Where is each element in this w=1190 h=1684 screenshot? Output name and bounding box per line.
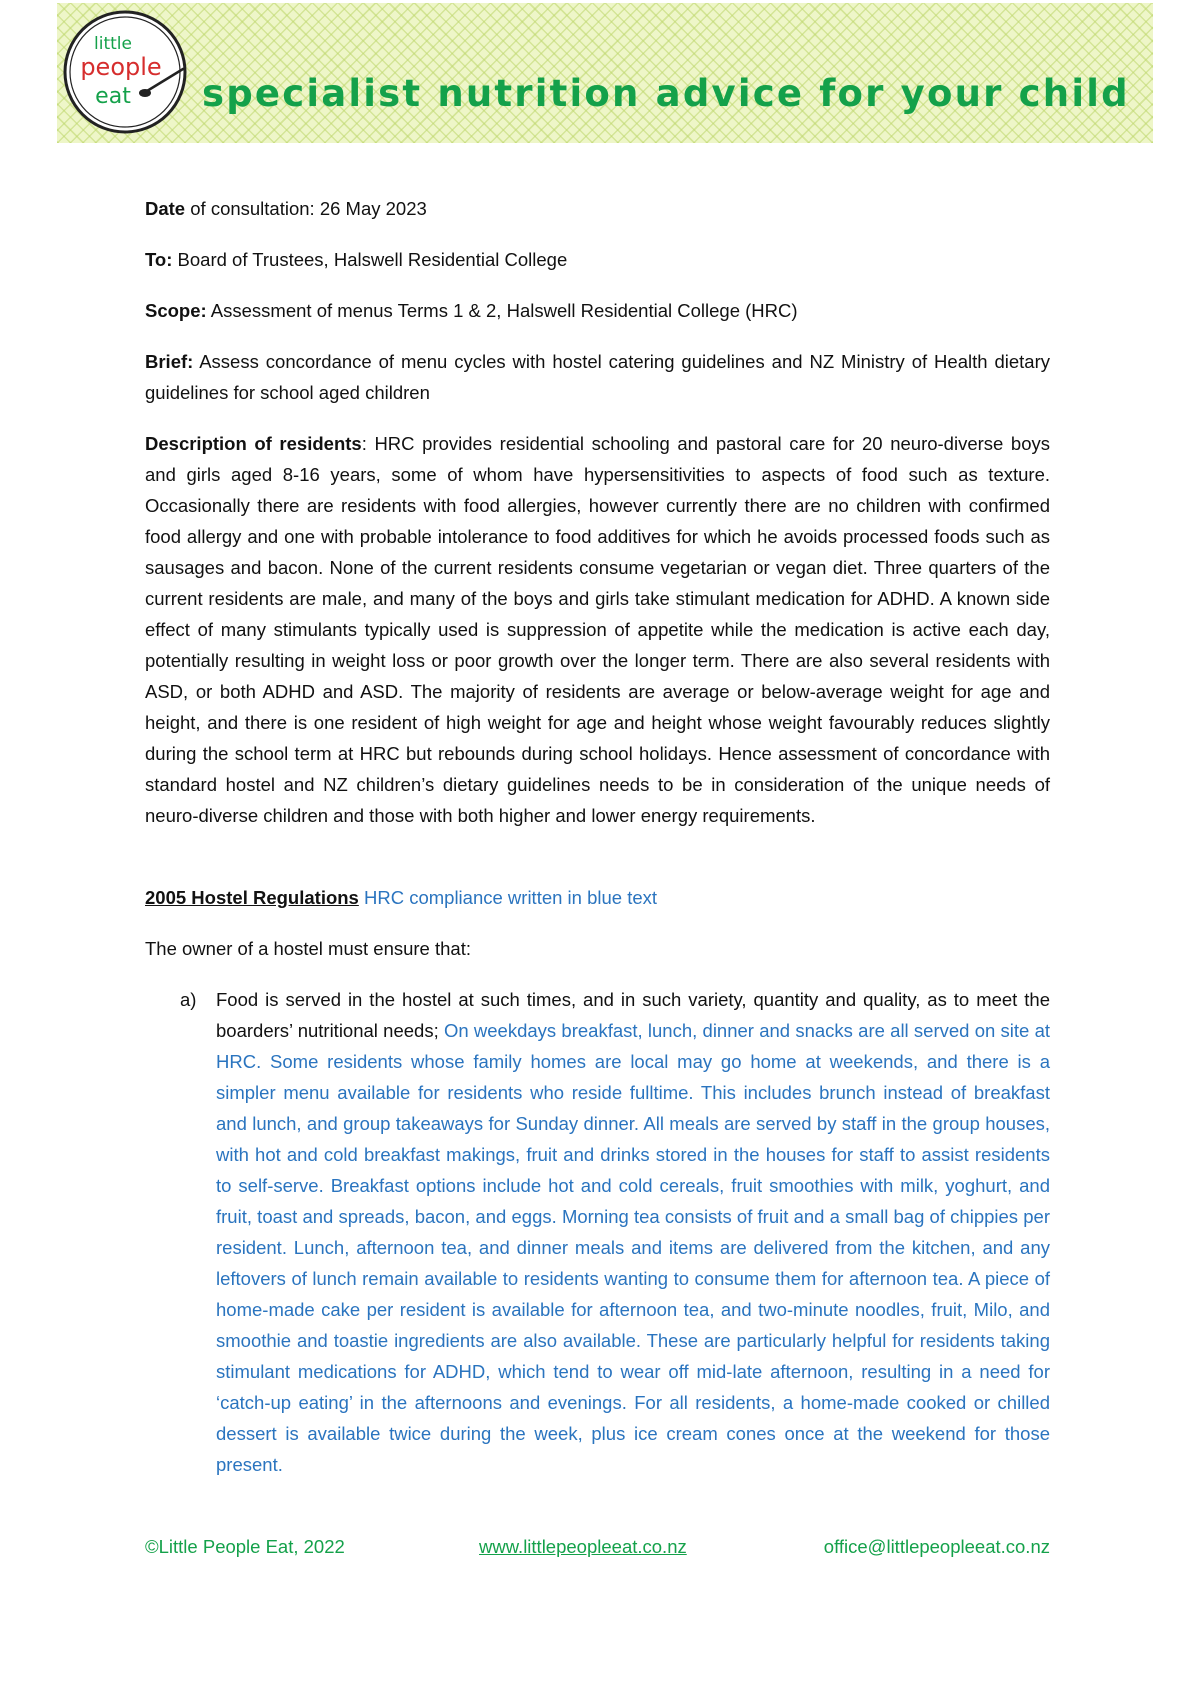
regulations-heading-line	[145, 882, 1050, 913]
scope-label: Scope:	[145, 300, 207, 321]
consultation-date	[145, 193, 1050, 224]
to-value: Board of Trustees, Halswell Residential College	[172, 249, 568, 270]
regulation-text: Food is served in the hostel at such times, and in such variety, quantity and quality, as to meet the boarders’ nutritional needs;	[216, 989, 1050, 1041]
list-item-a	[180, 984, 1050, 1480]
regulations-heading: 2005 Hostel Regulations	[145, 887, 359, 908]
compliance-text: On weekdays breakfast, lunch, dinner and snacks are all served on site at HRC. Some residents whose family homes are local may go home at weekends, and there is a simpler menu available for residents who reside fulltime. This includes brunch instead of breakfast and lunch, and group takeaways for Sunday dinner. All meals are served by staff in the group houses, with hot and cold breakfast makings, fruit and drinks stored in the houses for staff to assist residents to self-serve. Breakfast options include hot and cold cereals, fruit smoothies with milk, yoghurt, and fruit, toast and spreads, bacon, and eggs. Morning tea consists of fruit and a small bag of chippies per resident. Lunch, afternoon tea, and dinner meals and items are delivered from the kitchen, and any leftovers of lunch remain available to residents wanting to consume them for afternoon tea. A piece of home-made cake per resident is available for afternoon tea, and two-minute noodles, fruit, Milo, and smoothie and toastie ingredients are also available. These are particularly helpful for residents taking stimulant medications for ADHD, which tend to wear off mid-late afternoon, resulting in a need for ‘catch-up eating’ in the afternoons and evenings. For all residents, a home-made cooked or chilled dessert is available twice during the week, plus ice cream cones once at the weekend for those present.	[216, 1020, 1050, 1475]
to-label: To:	[145, 249, 173, 270]
date-value: of consultation: 26 May 2023	[185, 198, 427, 219]
svg-text:eat: eat	[95, 84, 131, 109]
scope-line	[145, 295, 1050, 326]
brief-value: Assess concordance of menu cycles with hostel catering guidelines and NZ Ministry of Health dietary guidelines for school aged children	[145, 351, 1050, 403]
svg-text:people: people	[80, 53, 162, 81]
description-label: Description of residents	[145, 433, 362, 454]
date-label: Date	[145, 198, 186, 219]
little-people-eat-logo	[61, 7, 191, 137]
compliance-note: HRC compliance written in blue text	[358, 887, 658, 908]
scope-value: Assessment of menus Terms 1 & 2, Halswell Residential College (HRC)	[206, 300, 798, 321]
tagline: specialist nutrition advice for your child	[202, 72, 1130, 115]
footer-email[interactable]: office@littlepeopleeat.co.nz	[823, 1536, 1050, 1557]
list-item-body	[216, 984, 1050, 1480]
recipient-line	[145, 244, 1050, 275]
footer-website-link[interactable]: www.littlepeopleeat.co.nz	[479, 1536, 687, 1557]
brief-paragraph	[145, 346, 1050, 408]
footer-copyright: ©Little People Eat, 2022	[145, 1536, 345, 1557]
brief-label: Brief:	[145, 351, 194, 372]
footer	[145, 1536, 1050, 1566]
description-value: : HRC provides residential schooling and pastoral care for 20 neuro-diverse boys and girls aged 8-16 years, some of whom have hypersensitivities to aspects of food such as texture. Occasionally there are residents with food allergies, however currently there are no children with confirmed food allergy and one with probable intolerance to food additives for which he avoids processed foods such as sausages and bacon. None of the current residents consume vegetarian or vegan diet. Three quarters of the current residents are male, and many of the boys and girls take stimulant medication for ADHD. A known side effect of many stimulants typically used is suppression of appetite while the medication is active each day, potentially resulting in weight loss or poor growth over the longer term. There are also several residents with ASD, or both ADHD and ASD. The majority of residents are average or below-average weight for age and height, and there is one resident of high weight for age and height whose weight favourably reduces slightly during the school term at HRC but rebounds during school holidays. Hence assessment of concordance with standard hostel and NZ children’s dietary guidelines needs to be in consideration of the unique needs of neuro-diverse children and those with both higher and lower energy requirements.	[145, 433, 1050, 826]
svg-text:little: little	[94, 34, 132, 54]
owner-line: The owner of a hostel must ensure that:	[145, 938, 471, 959]
list-marker: a)	[180, 989, 197, 1010]
residents-description	[145, 428, 1050, 831]
